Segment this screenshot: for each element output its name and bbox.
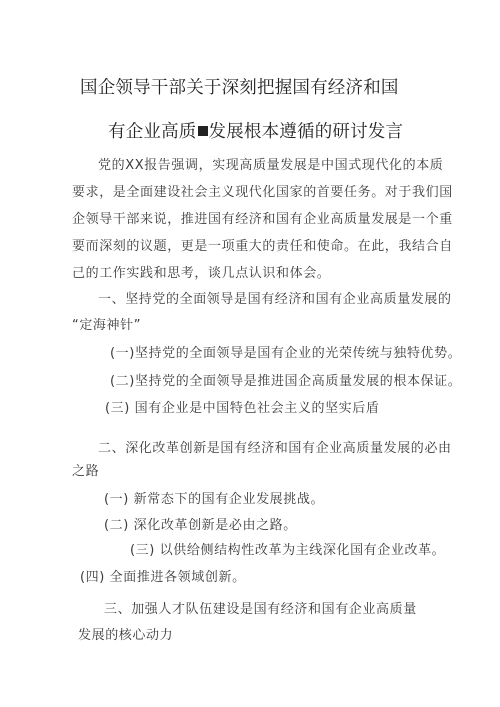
section2-heading-line-2: 之路 xyxy=(72,464,100,479)
section2-item-4: (四) 全面推进各领域创新。 xyxy=(80,570,246,585)
title-line-2-part-a: 有企业高质 xyxy=(108,122,197,142)
section2-item-1: (一) 新常态下的国有企业发展挑战。 xyxy=(104,492,325,507)
section2-item-2: (二) 深化改革创新是必由之路。 xyxy=(104,518,297,533)
section3-heading-line-2: 发展的核心动力 xyxy=(78,628,174,643)
intro-line-2: 要求，是全面建设社会主义现代化国家的首要任务。对于我们国 xyxy=(72,185,453,200)
title-line-2 xyxy=(108,121,403,143)
title-line-2-part-b: 发展根本遵循的研讨发言 xyxy=(208,122,404,142)
section1-item-3: (三) 国有企业是中国特色社会主义的坚实后盾 xyxy=(105,401,380,416)
intro-line-3: 企领导干部来说，推进国有经济和国有企业高质量发展是一个重 xyxy=(72,212,453,227)
section1-item-1: (一)坚持党的全面领导是国有企业的光荣传统与独特优势。 xyxy=(110,346,462,361)
intro-line-1: 党的XX报告强调，实现高质量发展是中国式现代化的本质 xyxy=(98,158,444,173)
square-glyph-icon xyxy=(198,126,208,136)
section2-heading-line-1: 二、深化改革创新是国有经济和国有企业高质量发展的必由 xyxy=(98,441,452,456)
section1-heading-line-2: “定海神针” xyxy=(72,318,142,333)
title-line-1: 国企领导干部关于深刻把握国有经济和国 xyxy=(80,78,399,98)
section1-heading-line-1: 一、坚持党的全面领导是国有经济和国有企业高质量发展的 xyxy=(98,292,452,307)
section2-item-3: (三) 以供给侧结构性改革为主线深化国有企业改革。 xyxy=(130,543,446,558)
intro-line-5: 己的工作实践和思考，谈几点认识和体会。 xyxy=(72,266,331,281)
section1-item-2: (二)坚持党的全面领导是推进国企高质量发展的根本保证。 xyxy=(110,374,462,389)
intro-line-4: 要而深刻的议题，更是一项重大的责任和使命。在此，我结合自 xyxy=(72,239,453,254)
section3-heading-line-1: 三、加强人才队伍建设是国有经济和国有企业高质量 xyxy=(104,602,417,617)
